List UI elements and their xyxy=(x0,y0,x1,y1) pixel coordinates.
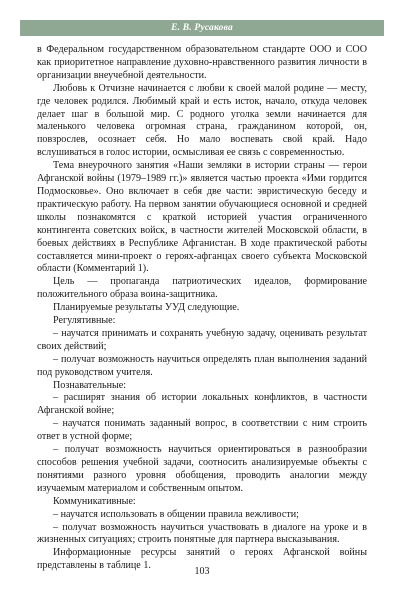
paragraph: Информационные ресурсы занятий о героях Афганской войны представлены в таблице 1. xyxy=(37,547,367,572)
list-item: – научатся принимать и сохранять учебную задачу, оценивать результат своих действий; xyxy=(37,327,367,352)
running-header-author: Е. В. Русакова xyxy=(171,23,233,33)
paragraph: Регулятивные: xyxy=(53,315,116,327)
paragraph: Коммуникативные: xyxy=(53,495,136,507)
list-item: – получат возможность научиться определять план выполнения заданий под руководством учителя. xyxy=(37,353,367,378)
paragraph: Планируемые результаты УУД следующие. xyxy=(53,302,240,314)
body-text xyxy=(37,44,367,573)
paragraph: Цель — пропаганда патриотических идеалов, формирование положительного образа воина-защитника. xyxy=(37,276,367,301)
list-item: – научатся понимать заданный вопрос, в соответствии с ним строить ответ в устной форме; xyxy=(37,418,367,443)
list-item: – получат возможность научиться участвовать в диалоге на уроке и в жизненных ситуациях; строить понятные для партнера высказывания. xyxy=(37,521,367,546)
paragraph: Познавательные: xyxy=(53,379,127,391)
list-item: – научатся использовать в общении правила вежливости; xyxy=(53,508,299,520)
page-number: 103 xyxy=(194,566,210,577)
paragraph: в Федеральном государственном образовательном стандарте ООО и СОО как приоритетное направление духовно-нравственного развития личности в организации внеучебной деятельности. xyxy=(37,44,367,81)
paragraph: Любовь к Отчизне начинается с любви к своей малой родине — месту, где человек родился. Любимый край и есть исток, начало, откуда человек делает шаг в большой мир. С родного уголка земли начинается для маленького человека огромная страна, гражданином которой, он, повзрослев, осознает себя. Но мало воспевать свой край. Надо вслушиваться в голос истории, осмысливая ее связь с современностью. xyxy=(37,82,367,159)
list-item: – получат возможность научиться ориентироваться в разнообразии способов решения учебной задачи, соотносить анализируемые объекты с понятиями разного уровня обобщения, проводить аналогии между изучаемым материалом и собственным опытом. xyxy=(37,444,367,494)
running-header xyxy=(20,20,384,36)
list-item: – расширят знания об истории локальных конфликтов, в частности Афганской войне; xyxy=(37,392,367,417)
paragraph: Тема внеурочного занятия «Наши земляки в истории страны — герои Афганской войны (1979–1989 гг.)» является частью проекта «Ими гордится Подмосковье». Оно включает в себя две части: эвристическую беседу и практическую работу. На первом занятии обучающиеся основной и средней школы познакомятся с краткой историей участия ограниченного контингента советских войск, в частности жителей Московской области, в боевых действиях в Республике Афганистан. В ходе практической работы составляется мини-проект о героях-афганцах своего субъекта Московской области (Комментарий 1). xyxy=(37,160,367,275)
